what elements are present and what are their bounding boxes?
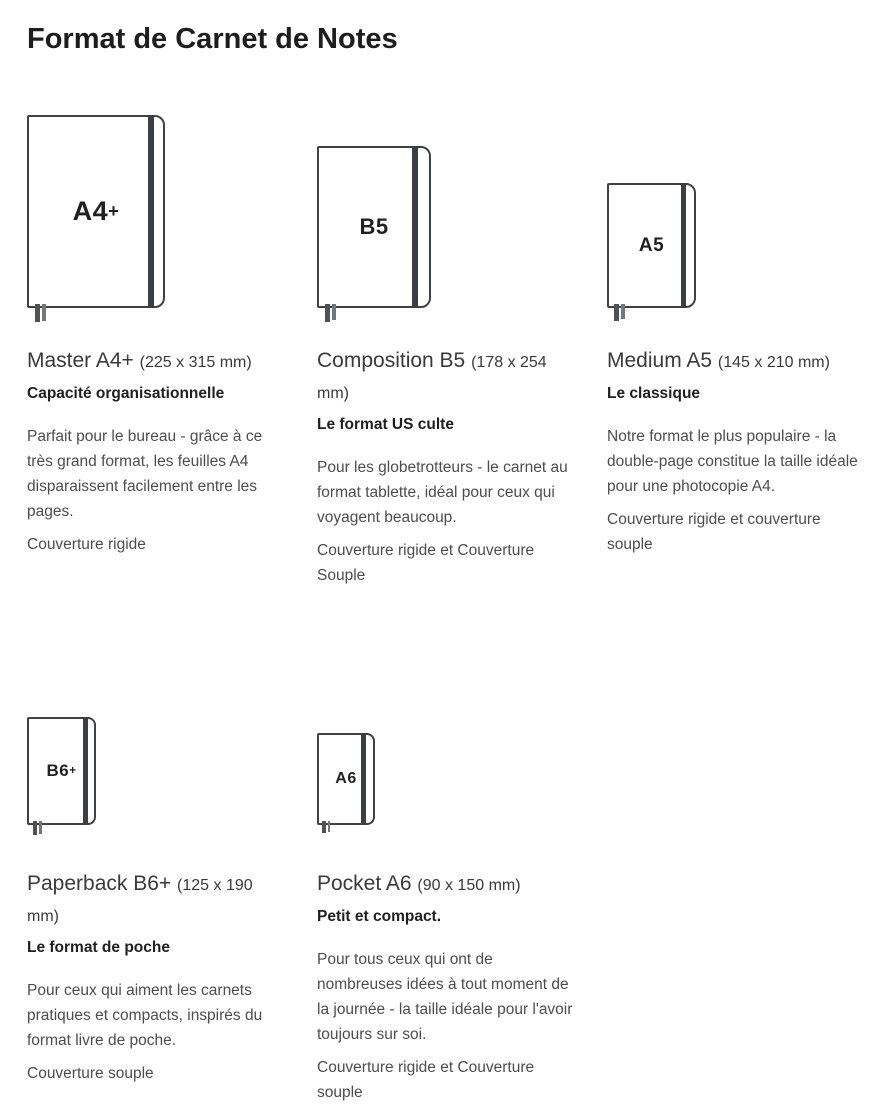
- format-dimensions: (145 x 210 mm): [717, 354, 830, 371]
- bookmark-ribbon: [621, 304, 625, 319]
- notebook-illustration-box: [317, 703, 575, 839]
- elastic-band: [148, 115, 154, 308]
- elastic-band: [681, 183, 686, 308]
- format-name: Pocket A6 (90 x 150 mm): [317, 872, 521, 895]
- elastic-band: [412, 146, 418, 308]
- formats-row-1: [27, 100, 890, 588]
- elastic-band: [361, 733, 366, 825]
- notebook-illustration-box: [317, 100, 575, 324]
- format-tagline: Le format de poche: [27, 939, 170, 956]
- notebook-illustration-box: [607, 100, 865, 324]
- format-description: Pour ceux qui aiment les carnets pratiques et compacts, inspirés du format livre de poche.: [27, 982, 263, 1049]
- bookmark-ribbon: [33, 821, 37, 835]
- format-cover-types: Couverture rigide et Couverture souple: [317, 1059, 535, 1101]
- format-cover-types: Couverture rigide et couverture souple: [607, 511, 821, 553]
- format-name: Composition B5 (178 x 254 mm): [317, 349, 547, 402]
- format-description: Parfait pour le bureau - grâce à ce très grand format, les feuilles A4 disparaissent facilement entre les pages.: [27, 428, 263, 520]
- bookmark-ribbon: [322, 821, 326, 833]
- formats-row-2: [27, 703, 890, 1105]
- format-tagline: Capacité organisationnelle: [27, 385, 225, 402]
- format-description: Notre format le plus populaire - la double-page constitue la taille idéale pour une photocopie A4.: [607, 428, 858, 495]
- format-description: Pour les globetrotteurs - le carnet au format tablette, idéal pour ceux qui voyagent beaucoup.: [317, 459, 568, 526]
- notebook-illustration-b6plus: [27, 717, 96, 825]
- format-name: Medium A5 (145 x 210 mm): [607, 349, 830, 372]
- notebook-size-label: A4+: [72, 196, 120, 226]
- format-tagline: Petit et compact.: [317, 908, 442, 925]
- notebook-illustration-box: [27, 100, 285, 324]
- format-tagline: Le format US culte: [317, 416, 454, 433]
- bookmark-ribbon: [42, 304, 46, 321]
- format-cover-types: Couverture rigide et Couverture Souple: [317, 542, 535, 584]
- format-card-pocket-a6: [317, 703, 607, 1105]
- format-dimensions: (178 x 254 mm): [317, 354, 547, 402]
- format-tagline: Le classique: [607, 385, 701, 402]
- notebook-illustration-a6: [317, 733, 375, 825]
- format-card-composition-b5: [317, 100, 607, 588]
- elastic-band: [83, 717, 88, 825]
- bookmark-ribbon: [325, 304, 330, 322]
- format-description: Pour tous ceux qui ont de nombreuses idées à tout moment de la journée - la taille idéale pour l'avoir toujours sur soi.: [317, 951, 573, 1043]
- notebook-illustration-b5: [317, 146, 431, 308]
- bookmark-ribbon: [614, 304, 619, 321]
- notebook-illustration-box: [27, 703, 285, 839]
- format-dimensions: (125 x 190 mm): [27, 877, 253, 925]
- format-card-medium-a5: [607, 100, 890, 588]
- empty-grid-cell: [607, 703, 890, 1105]
- notebook-size-label: B6+: [46, 761, 77, 780]
- notebook-illustration-a5: [607, 183, 696, 308]
- format-cover-types: Couverture rigide: [27, 536, 146, 553]
- format-card-paperback-b6plus: [27, 703, 317, 1105]
- notebook-size-label: A5: [638, 234, 665, 256]
- page-title: Format de Carnet de Notes: [27, 23, 398, 55]
- format-card-master-a4plus: [27, 100, 317, 588]
- bookmark-ribbon: [332, 304, 336, 320]
- format-dimensions: (225 x 315 mm): [139, 354, 252, 371]
- bookmark-ribbon: [39, 821, 42, 834]
- notebook-size-label: A6: [335, 770, 357, 787]
- format-name: Paperback B6+ (125 x 190 mm): [27, 872, 253, 925]
- bookmark-ribbon: [328, 821, 330, 832]
- notebook-illustration-a4plus: [27, 115, 165, 308]
- bookmark-ribbon: [35, 304, 40, 322]
- format-name: Master A4+ (225 x 315 mm): [27, 349, 252, 372]
- notebook-size-label: B5: [359, 214, 389, 239]
- format-dimensions: (90 x 150 mm): [417, 877, 521, 894]
- format-cover-types: Couverture souple: [27, 1065, 154, 1082]
